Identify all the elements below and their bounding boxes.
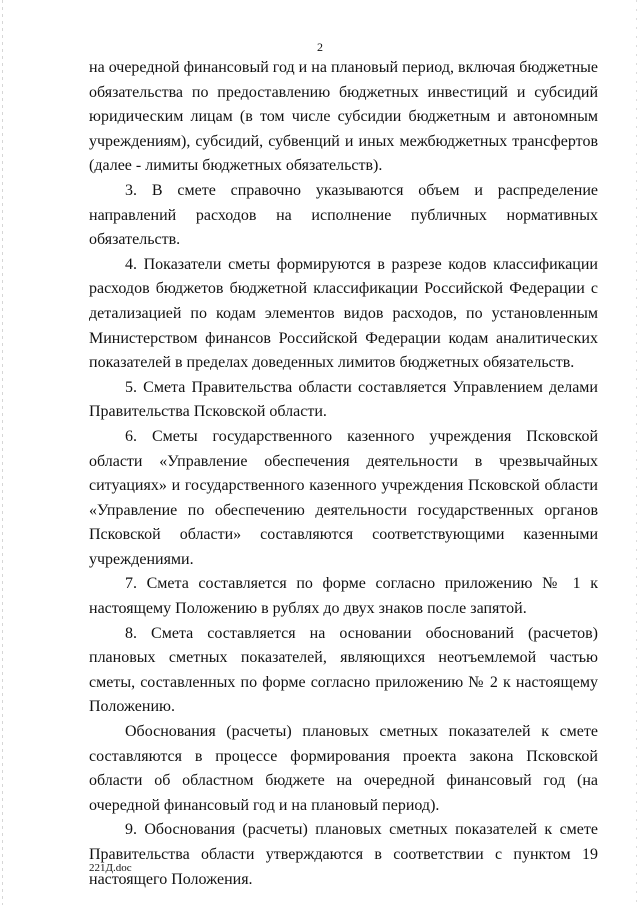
paragraph-3-reference-info: 3. В смете справочно указываются объем и распределение направлений расходов на исполнение публичных нормативных обязательств.	[89, 181, 598, 249]
scan-edge-left	[2, 0, 3, 905]
paragraph-4-estimate-indicators: 4. Показатели сметы формируются в разрезе кодов классификации расходов бюджетов бюджетной классификации Российской Федерации с детализацией по кодам элементов видов расходов, по установленным Министерством финансов Российской Федерации кодам аналитических показателей в пределах доведенных лимитов бюджетных обязательств.	[89, 255, 598, 372]
body-text	[89, 56, 598, 892]
paragraph-9-approval: 9. Обоснования (расчеты) плановых сметных показателей к смете Правительства области утверждаются в соответствии с пунктом 19 настоящего Положения.	[89, 821, 598, 888]
paragraph-8-estimate-basis: 8. Смета составляется на основании обоснований (расчетов) плановых сметных показателей, являющихся неотъемлемой частью сметы, составленных по форме согласно приложению № 2 к настоящему Положению.	[89, 624, 598, 716]
paragraph-5-government-estimate: 5. Смета Правительства области составляется Управлением делами Правительства Псковской области.	[89, 378, 598, 421]
paragraph-7-estimate-form: 7. Смета составляется по форме согласно приложению № 1 к настоящему Положению в рублях до двух знаков после запятой.	[89, 575, 598, 618]
paragraph-6-institution-estimates: 6. Сметы государственного казенного учреждения Псковской области «Управление обеспечения деятельности в чрезвычайных ситуациях» и государственного казенного учреждения Псковской области «Управление по обеспечению деятельности государственных органов Псковской области» составляются соответствующими казенными учреждениями.	[89, 427, 598, 568]
page-number: 2	[317, 40, 323, 54]
paragraph-1-continuation: на очередной финансовый год и на плановый период, включая бюджетные обязательства по предоставлению бюджетных инвестиций и субсидий юридическим лицам (в том числе субсидии бюджетным и автономным учреждениям), субсидий, субвенций и иных межбюджетных трансфертов (далее - лимиты бюджетных обязательств).	[89, 59, 598, 175]
paragraph-8-justifications: Обоснования (расчеты) плановых сметных показателей к смете составляются в процессе формирования проекта закона Псковской области об областном бюджете на очередной финансовый год (на очередной финансовый год и на плановый период).	[89, 723, 598, 814]
footer-filename: 221Д.doc	[89, 862, 132, 874]
scan-edge-right	[636, 0, 637, 905]
